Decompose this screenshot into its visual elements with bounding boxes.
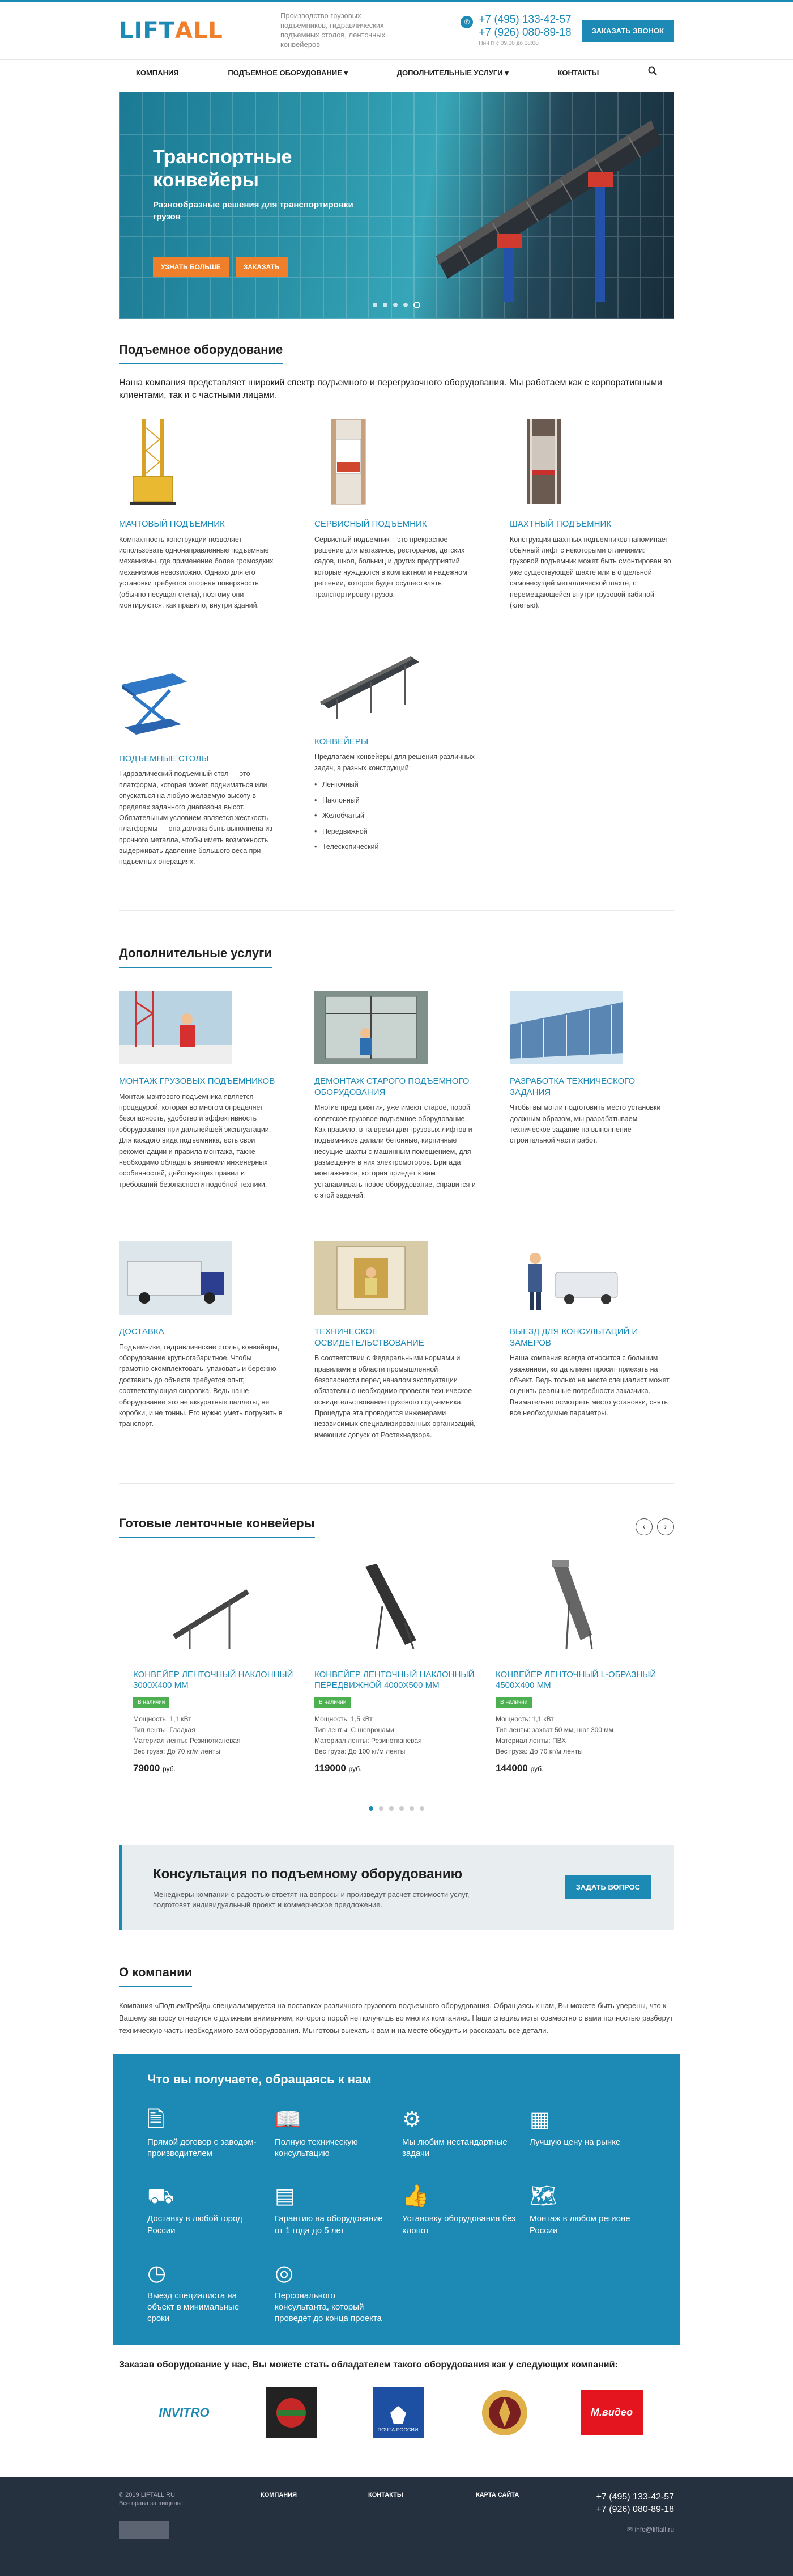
nav-item-label: ДОПОЛНИТЕЛЬНЫЕ УСЛУГИ xyxy=(396,68,503,77)
card-title[interactable]: РАЗРАБОТКА ТЕХНИЧЕСКОГО ЗАДАНИЯ xyxy=(510,1076,636,1097)
footer-phone-1[interactable]: +7 (495) 133-42-57 xyxy=(596,2492,674,2502)
section-title: Дополнительные услуги xyxy=(119,945,272,968)
client-logo-text: INVITRO xyxy=(159,2405,210,2420)
service-card-dismantling[interactable] xyxy=(314,991,479,1202)
logo-all: ALL xyxy=(174,18,223,44)
site-header xyxy=(0,2,793,59)
shaft-lift-image xyxy=(510,417,578,507)
stock-badge: В наличии xyxy=(314,1697,351,1708)
list-item: • Телескопический xyxy=(314,839,479,855)
lift-table-image xyxy=(119,651,187,741)
building-image xyxy=(510,991,623,1064)
product-item[interactable] xyxy=(133,1555,297,1775)
price-value: 144000 xyxy=(496,1763,528,1774)
consultant-image xyxy=(510,1241,623,1315)
calculator-icon: ▦ xyxy=(530,2107,550,2132)
footer-link-contacts[interactable]: КОНТАКТЫ xyxy=(368,2492,403,2499)
service-card-consult-visit[interactable] xyxy=(510,1241,674,1441)
spec-line: Материал ленты: Резинотканевая xyxy=(133,1736,241,1745)
nav-item-services[interactable] xyxy=(397,68,509,78)
hero-title: Транспортные конвейеры xyxy=(153,146,292,191)
footer-link-sitemap[interactable]: КАРТА САЙТА xyxy=(476,2492,519,2499)
card-desc: Гидравлический подъемный стол — это платформа, которая может подниматься или опускаться на любую желаемую высоту в пределах заданного диапазона высот. Обязательным условием является жесткость платформы — она должна быть выполнена из прочного металла, чтобы иметь возможность выдерживать давление большого веса при подъемных операциях. xyxy=(119,770,273,866)
price xyxy=(133,1762,297,1775)
benefit-item xyxy=(530,2106,646,2160)
section-lead: Наша компания представляет широкий спектр подъемного и перегрузочного оборудования. Мы работаем как с корпоративными клиентами, так и с частными лицами. xyxy=(119,377,663,401)
clients-title: Заказав оборудование у нас, Вы можете стать обладателем такого оборудования как у следующих компаний: xyxy=(119,2359,618,2370)
slider-dot[interactable] xyxy=(403,303,408,307)
product-title[interactable]: КОНВЕЙЕР ЛЕНТОЧНЫЙ НАКЛОННЫЙ 3000Х400 ММ xyxy=(133,1669,293,1691)
card-title[interactable]: ПОДЪЕМНЫЕ СТОЛЫ xyxy=(119,753,209,763)
spec-line: Мощность: 1,1 кВт xyxy=(133,1714,191,1723)
product-card-lift-tables[interactable] xyxy=(119,651,283,867)
next-arrow-icon[interactable]: › xyxy=(657,1518,674,1535)
thumbs-up-icon: 👍 xyxy=(402,2184,429,2209)
mobile-conveyor-image xyxy=(314,1555,479,1657)
mast-lift-image xyxy=(119,417,187,507)
main-nav xyxy=(0,59,793,86)
client-logo-text: М.видео xyxy=(581,2390,643,2435)
slider-dot[interactable] xyxy=(379,1806,383,1811)
slider-dot-active[interactable] xyxy=(369,1806,373,1811)
product-card-service-lift[interactable] xyxy=(314,417,479,612)
currency: руб. xyxy=(348,1765,362,1773)
footer-email[interactable] xyxy=(596,2525,674,2535)
phone-1[interactable]: +7 (495) 133-42-57 xyxy=(479,14,572,26)
benefit-text: Персонального консультанта, который проведет до конца проекта xyxy=(275,2290,382,2324)
chevron-down-icon: ▾ xyxy=(344,68,348,77)
phone-icon: ✆ xyxy=(461,16,473,28)
price-value: 119000 xyxy=(314,1763,346,1774)
benefit-item xyxy=(275,2106,391,2160)
benefit-text: Гарантию на оборудование от 1 года до 5 лет xyxy=(275,2214,383,2235)
conveyor-image xyxy=(314,651,422,724)
hero-order-button[interactable]: ЗАКАЗАТЬ xyxy=(236,257,288,278)
order-call-button[interactable]: ЗАКАЗАТЬ ЗВОНОК xyxy=(582,20,674,42)
list-item: • Ленточный xyxy=(314,777,479,793)
service-card-installation[interactable] xyxy=(119,991,283,1202)
product-title[interactable]: КОНВЕЙЕР ЛЕНТОЧНЫЙ L-ОБРАЗНЫЙ 4500Х400 ММ xyxy=(496,1669,656,1691)
email-text: info@liftall.ru xyxy=(634,2525,674,2533)
consult-title: Консультация по подъемному оборудованию xyxy=(153,1866,463,1882)
card-desc: Конструкция шахтных подъемников напоминает обычный лифт с некоторыми отличиями: грузовой подъемник может быть смонтирован во уже существующей шахте или в отдельной самонесущей металлической шахте, с перемещающейся внутри грузовой кабиной (клетью). xyxy=(510,535,671,609)
client-logo-invitro xyxy=(144,2387,224,2438)
price xyxy=(314,1762,479,1775)
card-title[interactable]: ШАХТНЫЙ ПОДЪЕМНИК xyxy=(510,519,611,529)
footer-link-company[interactable]: КОМПАНИЯ xyxy=(261,2492,297,2499)
about-section xyxy=(119,1930,674,2037)
card-desc: В соответствии с Федеральными нормами и правилами в области промышленной безопасности перед началом эксплуатации обязательно необходимо провести техническое освидетельствование грузового подъемника. Процедура эта проводится инженерами независимых специализированных организаций, имеющих допуск от Ростехнадзора. xyxy=(314,1354,476,1439)
about-text: Компания «ПодъемТрейд» специализируется на поставках различного грузового подъемного оборудования. Обращаясь к нам, Вы можете быть уверены, что к Вашему запросу отнесутся с должным вниманием, которого порой не получишь во многих компаниях. Наши специалисты совместно с вами полностью разберут техническую часть необходимого вам оборудования. Мы готовы выехать к вам и на месте обсудить и рассказать все детали. xyxy=(119,2001,673,2035)
rights: Все права защищены. xyxy=(119,2500,184,2507)
card-desc: Наша компания всегда относится с большим уважением, когда клиент просит приехать на объект. Ведь только на месте специалист может оценить реальные потребности заказчика. Внимательно осмотреть место установки, снять все необходимые параметры. xyxy=(510,1354,670,1417)
benefit-text: Доставку в любой город России xyxy=(147,2214,242,2235)
section-title: Подъемное оборудование xyxy=(119,341,283,364)
consult-text: Менеджеры компании с радостью ответят на вопросы и произведут расчет стоимости услуг, подготовят индивидуальный проект и коммерческое предложение. xyxy=(153,1890,470,1909)
truck-icon: ⛟ xyxy=(147,2184,174,2209)
products-dots xyxy=(119,1806,674,1811)
work-hours: Пн-Пт с 09:00 до 18:00 xyxy=(479,40,539,46)
benefit-text: Лучшую цену на рынке xyxy=(530,2137,621,2147)
spec-line: Вес груза: До 100 кг/м ленты xyxy=(314,1747,406,1756)
nav-item-contacts[interactable]: КОНТАКТЫ xyxy=(557,68,599,77)
price xyxy=(496,1762,660,1775)
dismantling-image xyxy=(314,991,428,1064)
product-item[interactable] xyxy=(496,1555,660,1775)
card-title[interactable]: ВЫЕЗД ДЛЯ КОНСУЛЬТАЦИЙ И ЗАМЕРОВ xyxy=(510,1327,638,1348)
nav-item-company[interactable]: КОМПАНИЯ xyxy=(136,68,179,77)
benefits-block xyxy=(113,2054,680,2345)
card-title[interactable]: МОНТАЖ ГРУЗОВЫХ ПОДЪЕМНИКОВ xyxy=(119,1076,275,1087)
inspection-image xyxy=(314,1241,428,1315)
slider-dot[interactable] xyxy=(373,303,377,307)
product-item[interactable] xyxy=(314,1555,479,1775)
benefit-item xyxy=(147,2259,263,2325)
card-desc: Монтаж мачтового подъемника является процедурой, которая во многом определяет безопасность, удобство и эффективность оборудования при дальнейшей эксплуатации. Для каждого вида подъемника, есть свои рекомендации и правила монтажа, также необходимо обладать знаниями инженерных особенностей, действующих правил и требований безопасности подобной техники. xyxy=(119,1092,271,1189)
conveyor-types-list xyxy=(314,777,479,855)
service-card-tech-spec[interactable] xyxy=(510,991,674,1202)
card-desc: Компактность конструкции позволяет использовать однонаправленные подъемные механизмы, где применение более громоздких механизмов невозможно. Однако для его установки требуется опорная поверхность (обычно несущая стена), поэтому они монтируются, как правило, внутри зданий. xyxy=(119,535,274,609)
map-icon: 🗺 xyxy=(530,2184,557,2209)
installation-image xyxy=(119,991,232,1064)
l-shaped-conveyor-image xyxy=(496,1555,660,1657)
product-title[interactable]: КОНВЕЙЕР ЛЕНТОЧНЫЙ НАКЛОННЫЙ ПЕРЕДВИЖНОЙ 4000Х500 ММ xyxy=(314,1669,475,1691)
clock-icon: ◷ xyxy=(147,2261,167,2285)
phone-2[interactable]: +7 (926) 080-89-18 xyxy=(479,27,572,39)
search-icon[interactable] xyxy=(648,66,657,79)
slider-dot[interactable] xyxy=(383,303,387,307)
spec-line: Вес груза: До 70 кг/м ленты xyxy=(133,1747,220,1756)
hero-dots xyxy=(119,303,674,308)
product-card-mast-lift[interactable] xyxy=(119,417,283,612)
service-lift-image xyxy=(314,417,382,507)
certificate-icon: ▤ xyxy=(275,2184,295,2209)
card-desc: Чтобы вы могли подготовить место установки должным образом, мы разрабатываем техническое задание на выполнение строительной части работ. xyxy=(510,1104,661,1145)
client-logo-2 xyxy=(251,2387,331,2438)
products-section xyxy=(119,1484,674,1811)
benefit-item xyxy=(402,2182,518,2237)
slider-dot[interactable] xyxy=(393,303,398,307)
card-title[interactable]: ДОСТАВКА xyxy=(119,1327,164,1337)
card-desc: Подъемники, гидравлические столы, конвейеры, оборудование крупногабаритное. Чтобы грамотно скомплектовать, упаковать и бережно доставить до объекта требуется опыт, соответствующая сноровка. Ведь наше оборудование это не аккуратные паллеты, не коробки, и не тонны. Его нужно уметь погрузить в транспорт. xyxy=(119,1343,283,1428)
benefit-item xyxy=(147,2106,263,2160)
benefit-item xyxy=(402,2106,518,2160)
price-value: 79000 xyxy=(133,1763,160,1774)
copyright: © 2019 LIFTALL.RU xyxy=(119,2492,175,2499)
gears-icon: ⚙ xyxy=(402,2107,422,2132)
hero-slider xyxy=(119,92,674,319)
spec-line: Мощность: 1,5 кВт xyxy=(314,1714,373,1723)
prev-arrow-icon[interactable]: ‹ xyxy=(636,1518,653,1535)
learn-more-button[interactable]: УЗНАТЬ БОЛЬШЕ xyxy=(153,257,229,278)
card-title[interactable]: МАЧТОВЫЙ ПОДЪЕМНИК xyxy=(119,519,225,529)
list-item: • Передвижной xyxy=(314,824,479,840)
services-section xyxy=(119,911,674,1484)
card-title[interactable]: КОНВЕЙЕРЫ xyxy=(314,736,369,746)
logo[interactable] xyxy=(119,15,280,46)
consultation-banner xyxy=(119,1845,674,1930)
spec-line: Тип ленты: захват 50 мм, шаг 300 мм xyxy=(496,1725,613,1734)
service-card-delivery[interactable] xyxy=(119,1241,283,1441)
product-card-conveyors[interactable] xyxy=(314,651,479,867)
ask-question-button[interactable]: ЗАДАТЬ ВОПРОС xyxy=(565,1875,651,1899)
mail-icon: ✉ xyxy=(627,2525,633,2533)
spec-line: Материал ленты: ПВХ xyxy=(496,1736,566,1745)
spec-line: Материал ленты: Резинотканевая xyxy=(314,1736,422,1745)
client-logo-text: ПОЧТА РОССИИ xyxy=(377,2427,419,2433)
benefit-item xyxy=(275,2259,391,2325)
client-logo-russian-post xyxy=(359,2387,438,2438)
spec-line: Вес груза: До 70 кг/м ленты xyxy=(496,1747,583,1756)
card-desc: Сервисный подъемник – это прекрасное решение для магазинов, ресторанов, детских садов, школ, больниц и других предприятий, которые нуждаются в компактном и надежном решении, которое будет осуществлять транспортировку грузов. xyxy=(314,535,467,599)
tagline: Производство грузовых подъемников, гидравлических подъемных столов, ленточных конвейеров xyxy=(280,11,386,49)
hero-content xyxy=(153,146,380,277)
lifebuoy-icon: ◎ xyxy=(275,2261,294,2285)
benefit-text: Прямой договор с заводом-производителем xyxy=(147,2137,257,2159)
benefit-text: Мы любим нестандартные задачи xyxy=(402,2137,508,2159)
service-card-inspection[interactable] xyxy=(314,1241,479,1441)
stock-badge: В наличии xyxy=(133,1697,169,1708)
metrics-counter-icon xyxy=(119,2521,169,2539)
benefit-item xyxy=(275,2182,391,2237)
lifting-section xyxy=(119,319,674,911)
card-title[interactable]: СЕРВИСНЫЙ ПОДЪЕМНИК xyxy=(314,519,427,529)
chevron-down-icon: ▾ xyxy=(505,68,509,77)
card-desc: Многие предприятия, уже имеют старое, порой советское грузовое подъемное оборудование. Как правило, в та время для грузовых лифтов и подъемников делали бетонные, кирпичные несущие шахты с машинным помещением, для размещения в них электромоторов. Бригада монтажников, которая приедет к вам устанавливать новое оборудование, справится и с этой задачей. xyxy=(314,1104,476,1200)
section-title: О компании xyxy=(119,1964,192,1987)
client-logo-mvideo xyxy=(572,2387,651,2438)
spec-line: Тип ленты: С шевронами xyxy=(314,1725,394,1734)
client-logo-4 xyxy=(465,2387,544,2438)
nav-item-label: ПОДЪЕМНОЕ ОБОРУДОВАНИЕ xyxy=(228,68,342,77)
section-title: Готовые ленточные конвейеры xyxy=(119,1515,315,1538)
card-title[interactable]: ДЕМОНТАЖ СТАРОГО ПОДЪЕМНОГО ОБОРУДОВАНИЯ xyxy=(314,1076,470,1097)
currency: руб. xyxy=(163,1765,176,1773)
product-card-shaft-lift[interactable] xyxy=(510,417,674,612)
list-item: • Наклонный xyxy=(314,793,479,809)
benefit-text: Выезд специалиста на объект в минимальные сроки xyxy=(147,2290,240,2324)
list-item: • Желобчатый xyxy=(314,808,479,824)
card-title[interactable]: ТЕХНИЧЕСКОЕ ОСВИДЕТЕЛЬСТВОВАНИЕ xyxy=(314,1327,424,1348)
benefit-item xyxy=(147,2182,263,2237)
spec-line: Мощность: 1,1 кВт xyxy=(496,1714,554,1723)
incline-conveyor-image xyxy=(133,1555,297,1657)
book-icon: 📖 xyxy=(275,2107,302,2132)
document-icon: 🗎 xyxy=(147,2107,165,2132)
logo-lift: LIFT xyxy=(119,18,175,44)
stock-badge: В наличии xyxy=(496,1697,532,1708)
footer-phone-2[interactable]: +7 (926) 080-89-18 xyxy=(596,2505,674,2515)
slider-dot[interactable] xyxy=(420,1806,424,1811)
benefit-text: Установку оборудования без хлопот xyxy=(402,2214,516,2235)
header-phones xyxy=(461,14,571,48)
hero-subtitle: Разнообразные решения для транспортировки грузов xyxy=(153,200,353,222)
slider-dot[interactable] xyxy=(410,1806,414,1811)
slider-dot[interactable] xyxy=(399,1806,404,1811)
spec-line: Тип ленты: Гладкая xyxy=(133,1725,195,1734)
conveyor-illustration xyxy=(425,109,663,302)
slider-dot[interactable] xyxy=(389,1806,394,1811)
currency: руб. xyxy=(530,1765,544,1773)
delivery-truck-image xyxy=(119,1241,232,1315)
clients-section xyxy=(119,2359,674,2438)
benefit-text: Монтаж в любом регионе России xyxy=(530,2214,630,2235)
benefit-item xyxy=(530,2182,646,2237)
nav-item-lifting[interactable] xyxy=(228,68,348,78)
benefit-text: Полную техническую консультацию xyxy=(275,2137,358,2159)
benefits-title: Что вы получаете, обращаясь к нам xyxy=(147,2072,372,2087)
card-desc: Предлагаем конвейеры для решения различных задач, а разных конструкций: xyxy=(314,753,475,772)
site-footer xyxy=(0,2477,793,2576)
slider-dot-active[interactable] xyxy=(413,302,420,308)
